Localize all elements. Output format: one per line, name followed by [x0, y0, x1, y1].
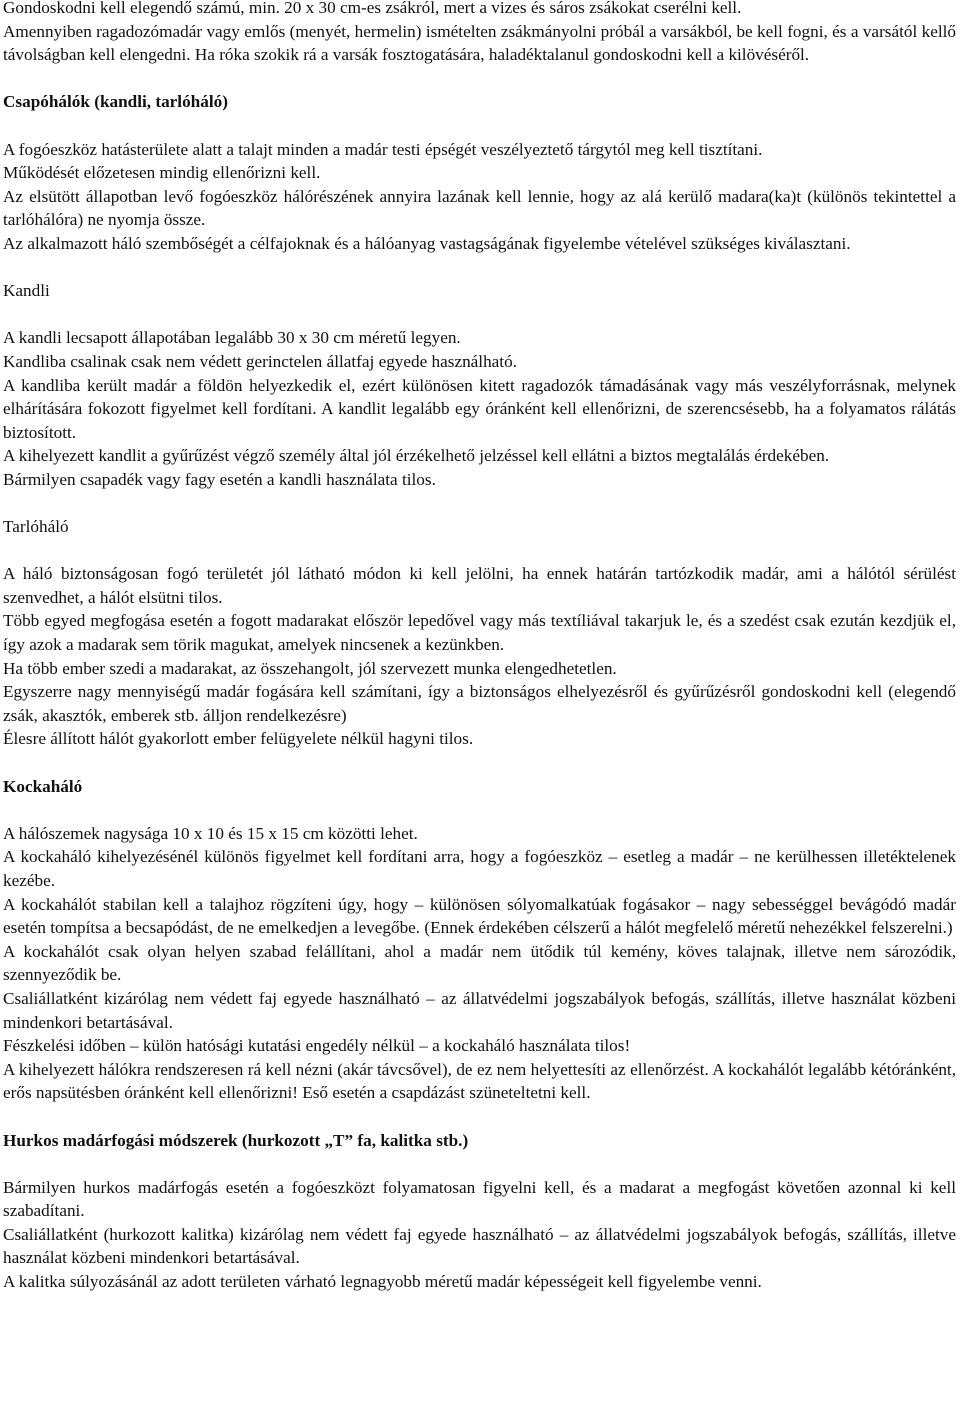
- intro-paragraph: Gondoskodni kell elegendő számú, min. 20 x 30 cm-es zsákról, mert a vizes és sáros zsákokat cserélni kell.: [3, 0, 742, 17]
- paragraph: Az alkalmazott háló szembőségét a célfajoknak és a hálóanyag vastagságának figyelembe vételével szükséges kiválasztani.: [3, 233, 851, 253]
- paragraph: A kalitka súlyozásánál az adott területen várható legnagyobb méretű madár képességeit kell figyelembe venni.: [3, 1272, 762, 1292]
- paragraph: Bármilyen hurkos madárfogás esetén a fogóeszközt folyamatosan figyelni kell, és a madarat a megfogást követően azonnal ki kell szabadítani.: [3, 1177, 956, 1221]
- paragraph: Kandliba csalinak csak nem védett gerinctelen állatfaj egyede használható.: [3, 351, 517, 371]
- spacer: [3, 114, 956, 138]
- intro-paragraph: Amennyiben ragadozómadár vagy emlős (menyét, hermelin) ismételten zsákmányolni próbál a varsákból, be kell fogni, és a varsától kellő távolságban kell elengedni. Ha róka szokik rá a varsák fosztogatására, haladéktalanul gondoskodni kell a kilövéséről.: [3, 21, 956, 65]
- paragraph: A kockahálót csak olyan helyen szabad felállítani, ahol a madár nem ütődik túl kemény, köves talajnak, illetve nem sározódik, szennyeződik be.: [3, 941, 956, 985]
- paragraph: A háló biztonságosan fogó területét jól látható módon ki kell jelölni, ha ennek határán tartózkodik madár, ami a hálótól sérülést szenvedhet, a hálót elsütni tilos.: [3, 564, 956, 607]
- spacer: [3, 256, 956, 280]
- paragraph: Csaliállatként kizárólag nem védett faj egyede használható – az állatvédelmi jogszabályok befogás, szállítás, illetve használat közbeni mindenkori betartásával.: [3, 988, 956, 1032]
- paragraph: A fogóeszköz hatásterülete alatt a talajt minden a madár testi épségét veszélyeztető tárgytól meg kell tisztítani.: [3, 139, 763, 159]
- spacer: [3, 539, 956, 563]
- paragraph: Az elsütött állapotban levő fogóeszköz hálórészének annyira lazának kell lennie, hogy az alá kerülő madara(ka)t (különös tekintettel a tarlóhálóra) ne nyomja össze.: [3, 186, 956, 230]
- paragraph: Több egyed megfogása esetén a fogott madarakat először lepedővel vagy más textíliával takarjuk le, és a szedést csak ezután kezdjük el, így azok a madarak sem törik magukat, amelyek nincsenek a kezünkben.: [3, 611, 956, 655]
- spacer: [3, 67, 956, 91]
- paragraph: A kandli lecsapott állapotában legalább 30 x 30 cm méretű legyen.: [3, 328, 461, 348]
- section-heading: Hurkos madárfogási módszerek (hurkozott „T” fa, kalitka stb.): [3, 1130, 469, 1150]
- subsection-heading: Tarlóháló: [3, 517, 69, 537]
- spacer: [3, 1152, 956, 1176]
- section-kockahalo: [3, 775, 956, 1105]
- paragraph: Élesre állított hálót gyakorlott ember felügyelete nélkül hagyni tilos.: [3, 729, 474, 749]
- section-hurkos: [3, 1129, 956, 1294]
- paragraph: A hálószemek nagysága 10 x 10 és 15 x 15 cm közötti lehet.: [3, 823, 418, 843]
- section-csapohalok: [3, 90, 956, 255]
- paragraph: A kockahálót stabilan kell a talajhoz rögzíteni úgy, hogy – különösen sólyomalkatúak fogásakor – nagy sebességgel bevágódó madár esetén tompítsa a becsapódást, de ne emelkedjen a levegőbe. (Ennek érdekében célszerű a hálót megfelelő méretű nehezékkel felszerelni.): [3, 894, 956, 938]
- spacer: [3, 303, 956, 327]
- paragraph: A kihelyezett hálókra rendszeresen rá kell nézni (akár távcsővel), de ez nem helyettesíti az ellenőrzést. A kockahálót legalább kétóránként, erős napsütésben óránként kell ellenőrizni! Eső esetén a csapdázást szüneteltetni kell.: [3, 1059, 956, 1103]
- paragraph: A kockaháló kihelyezésénél különös figyelmet kell fordítani arra, hogy a fogóeszköz – esetleg a madár – ne kerülhessen illetéktelenek kezébe.: [3, 847, 956, 890]
- section-heading: Kockaháló: [3, 776, 83, 796]
- spacer: [3, 1105, 956, 1129]
- spacer: [3, 798, 956, 822]
- paragraph: Fészkelési időben – külön hatósági kutatási engedély nélkül – a kockaháló használata tilos!: [3, 1036, 631, 1056]
- section-heading: Csapóhálók (kandli, tarlóháló): [3, 92, 228, 112]
- spacer: [3, 491, 956, 515]
- intro-section: [3, 0, 956, 67]
- paragraph: Működését előzetesen mindig ellenőrizni kell.: [3, 163, 321, 183]
- paragraph: Egyszerre nagy mennyiségű madár fogására kell számítani, így a biztonságos elhelyezésről és gyűrűzésről gondoskodni kell (elegendő zsák, akasztók, emberek stb. álljon rendelkezésre): [3, 682, 956, 725]
- paragraph: Ha több ember szedi a madarakat, az összehangolt, jól szervezett munka elengedhetetlen.: [3, 658, 617, 678]
- section-tarlohalo: [3, 515, 956, 751]
- paragraph: Csaliállatként (hurkozott kalitka) kizárólag nem védett faj egyede használható – az állatvédelmi jogszabályok befogás, szállítás, illetve használat közbeni mindenkori betartásával.: [3, 1224, 956, 1268]
- paragraph: Bármilyen csapadék vagy fagy esetén a kandli használata tilos.: [3, 469, 436, 489]
- section-kandli: [3, 279, 956, 491]
- spacer: [3, 751, 956, 775]
- paragraph: A kandliba került madár a földön helyezkedik el, ezért különösen kitett ragadozók támadásának vagy más veszélyforrásnak, melynek elhárítására fokozott figyelmet kell fordítani. A kandlit legalább egy óránként kell ellenőrizni, de szerencsésebb, ha a folyamatos rálátás biztosított.: [3, 375, 956, 442]
- paragraph: A kihelyezett kandlit a gyűrűzést végző személy által jól érzékelhető jelzéssel kell ellátni a biztos megtalálás érdekében.: [3, 446, 830, 466]
- subsection-heading: Kandli: [3, 281, 50, 301]
